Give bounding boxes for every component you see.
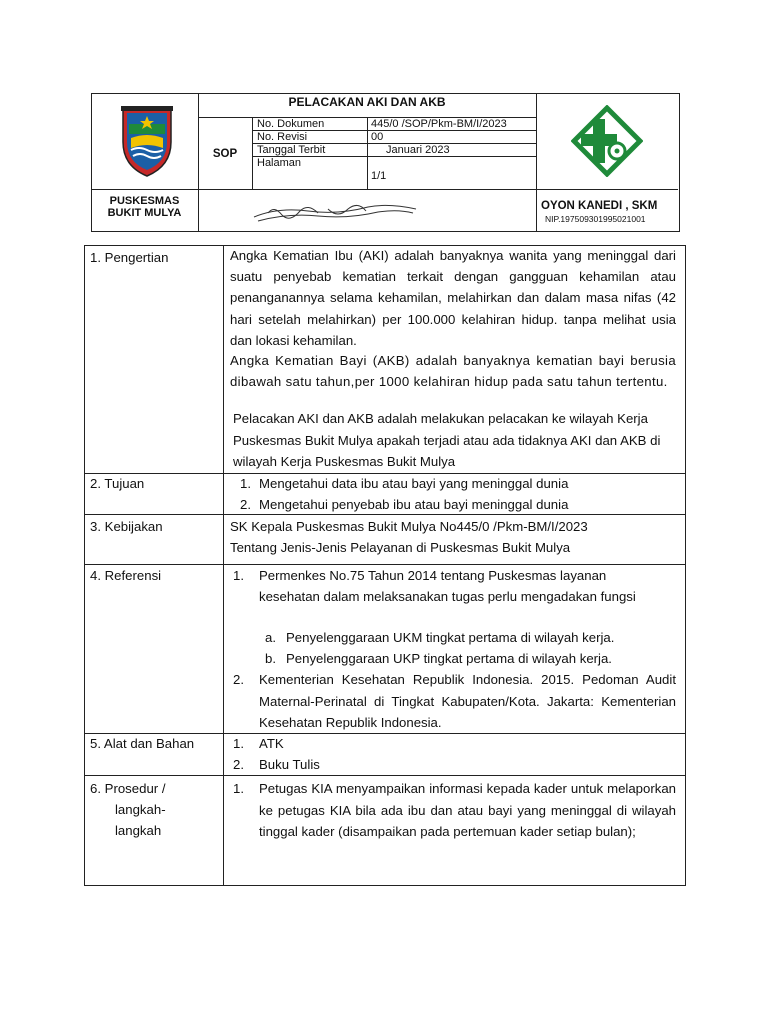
kebijakan-line: Tentang Jenis-Jenis Pelayanan di Puskesmas Bukit Mulya [230,540,571,555]
kebijakan-line: SK Kepala Puskesmas Bukit Mulya No445/0 /Pkm-BM/I/2023 [230,519,588,534]
signer-name: OYON KANEDI , SKM [541,200,658,212]
signature-image [248,199,423,227]
list-item-number: 1. [233,736,244,751]
section-label-prosedur: 6. Prosedur / [90,781,166,796]
list-item: Permenkes No.75 Tahun 2014 tentang Puskesmas layanan kesehatan dalam melaksanakan tugas perlu mengadakan fungsi [259,568,636,604]
list-item: Buku Tulis [259,757,320,772]
doc-field-label: No. Dokumen [257,118,325,130]
regency-emblem-logo [117,104,177,180]
pengertian-aki-paragraph: Angka Kematian Ibu (AKI) adalah banyaknya wanita yang meninggal dari suatu penyebab kematian terkait dengan gangguan kehamilan atau penanganannya selama kehamilan, melahirkan dan dalam masa nifas (42 hari setelah melahirkan) per 100.000 kelahiran hidup. tanpa melihat usia dan lokasi kehamilan. [230,248,676,348]
row-divider [84,775,685,776]
section-label-pengertian: 1. Pengertian [90,250,169,265]
sub-item: Penyelenggaraan UKP tingkat pertama di wilayah kerja. [286,651,612,666]
puskesmas-logo [571,105,643,177]
doc-field-value: 445/0 /SOP/Pkm-BM/I/2023 [371,118,507,130]
header-divider [536,93,537,231]
doc-field-label: No. Revisi [257,131,308,143]
list-item: Mengetahui penyebab ibu atau bayi meninggal dunia [259,497,569,512]
list-item: Petugas KIA menyampaikan informasi kepada kader untuk melaporkan ke petugas KIA bila ada ibu dan atau bayi yang meninggal di wilayah tinggal kader (disampaikan pada pertemuan kader setiap bulan); [259,781,676,839]
list-item: Kementerian Kesehatan Republik Indonesia. 2015. Pedoman Audit Maternal-Perinatal di Tingkat Kabupaten/Kota. Jakarta: Kementerian Kesehatan Republik Indonesia. [259,672,676,730]
header-divider [91,189,678,190]
header-divider [367,117,368,189]
list-item: ATK [259,736,284,751]
list-item-number: 1. [233,781,244,796]
section-label-kebijakan: 3. Kebijakan [90,519,163,534]
org-name-line1: PUSKESMAS [109,195,180,207]
list-item-number: 2. [240,497,251,512]
section-label-prosedur: langkah [115,823,162,838]
pengertian-pelacakan-paragraph: Pelacakan AKI dan AKB adalah melakukan pelacakan ke wilayah Kerja Puskesmas Bukit Mulya apakah terjadi atau ada tidaknya AKI dan AKB di wilayah Kerja Puskesmas Bukit Mulya [233,411,661,469]
sop-label: SOP [212,148,238,160]
org-name-line2: BUKIT MULYA [107,207,182,219]
doc-field-value: 00 [371,131,384,143]
sub-item: Penyelenggaraan UKM tingkat pertama di wilayah kerja. [286,630,615,645]
sub-item-number: a. [265,630,276,645]
list-item-number: 2. [233,672,244,687]
list-item-number: 2. [233,757,244,772]
doc-field-value: Januari 2023 [386,144,450,156]
doc-field-value: 1/1 [371,170,387,182]
sub-item-number: b. [265,651,276,666]
section-label-prosedur: langkah- [115,802,166,817]
list-item-number: 1. [233,568,244,583]
doc-field-label: Halaman [257,157,302,169]
list-item: Mengetahui data ibu atau bayi yang meninggal dunia [259,476,569,491]
header-divider [252,117,253,189]
section-label-referensi: 4. Referensi [90,568,162,583]
list-item-number: 1. [240,476,251,491]
section-label-tujuan: 2. Tujuan [90,476,145,491]
column-divider [223,245,224,885]
section-label-alat: 5. Alat dan Bahan [90,736,195,751]
document-title: PELACAKAN AKI DAN AKB [288,95,446,109]
signer-nip: NIP.197509301995021001 [545,214,646,224]
header-divider [198,93,199,231]
doc-field-label: Tanggal Terbit [257,144,326,156]
pengertian-akb-paragraph: Angka Kematian Bayi (AKB) adalah banyaknya kematian bayi berusia dibawah satu tahun,per 1000 kelahiran hidup pada satu tahun tertentu. [230,353,676,389]
